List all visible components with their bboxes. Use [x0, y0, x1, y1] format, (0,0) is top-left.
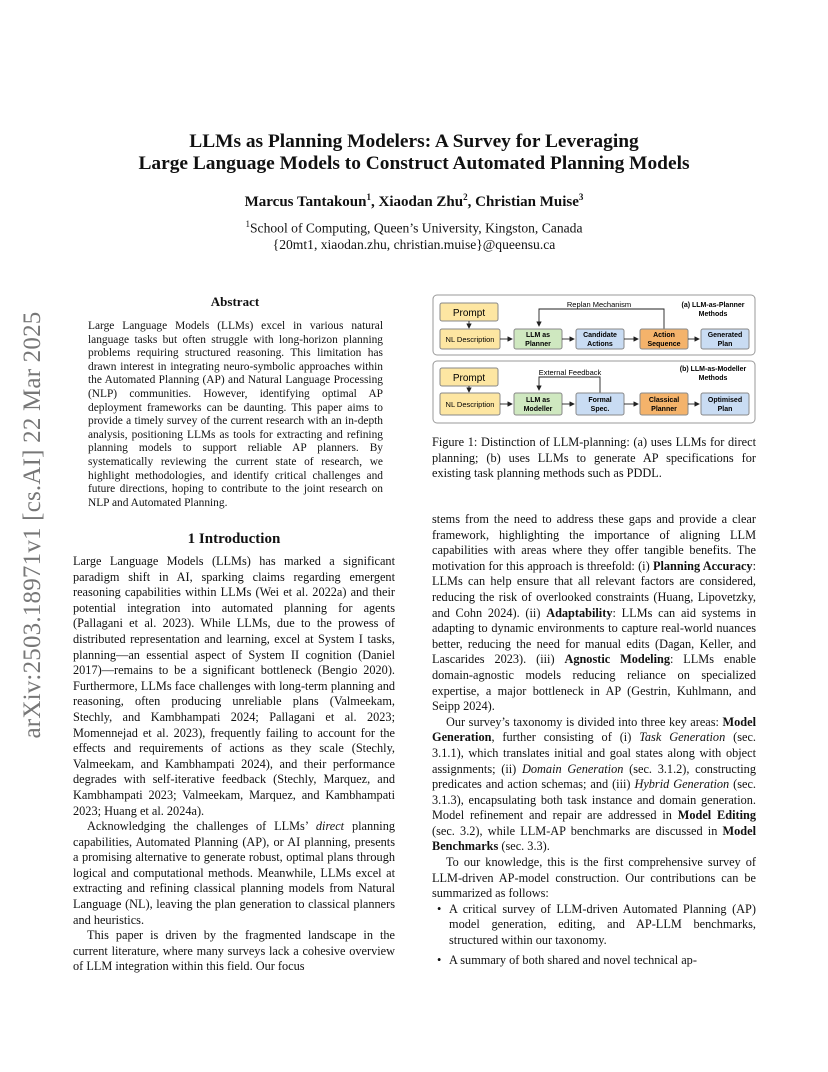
llm-planner-2: Planner	[525, 341, 551, 348]
title-line-1: LLMs as Planning Modelers: A Survey for Leveraging	[189, 131, 639, 152]
p2-text-a: Acknowledging the challenges of LLMs’	[87, 819, 316, 834]
rp1-d: : LLMs enable domain-agnostic models reducing reliance on specialized expertise, a major bottleneck in AP (Gestrin, Kuhlmann, and Seipp 2024).	[432, 652, 756, 714]
nl-a-label: NL Description	[445, 335, 495, 344]
rp2-d: (sec. 3.1.2), constructing predicates and action schemas; and (iii)	[432, 761, 756, 792]
paper-title	[80, 131, 748, 175]
arxiv-id: arXiv:2503.18971v1 [cs.AI] 22 Mar 2025	[19, 311, 46, 739]
author-1-sup: 1	[366, 192, 371, 202]
intro-paragraph-2	[73, 819, 395, 928]
figure-1-caption: Figure 1: Distinction of LLM-planning: (a) uses LLMs for direct planning; (b) uses LLMs to generate AP specifications for existing task planning methods such as PDDL.	[432, 435, 756, 481]
affiliation	[80, 216, 748, 253]
panel-b-label-2: Methods	[698, 375, 728, 382]
author-1: Marcus Tantakoun	[244, 194, 367, 210]
classical-2: Planner	[651, 406, 677, 413]
formal-2: Spec.	[590, 406, 610, 413]
contribution-item	[432, 953, 756, 969]
intro-right-column	[432, 512, 756, 968]
author-3: Christian Muise	[475, 194, 579, 210]
section-heading-introduction: 1 Introduction	[187, 531, 281, 547]
panel-b-label: (b) LLM-as-Modeller	[679, 366, 747, 373]
title-line-2: Large Language Models to Construct Automated Planning Models	[138, 153, 690, 174]
arxiv-stamp	[10, 290, 56, 760]
llm-modeller-2: Modeller	[523, 406, 553, 413]
rp2-b: , further consisting of (i)	[491, 730, 640, 745]
right-paragraph-3: To our knowledge, this is the first comprehensive survey of LLM-driven AP-model construction. Our contributions can be summarized as follows:	[432, 855, 756, 901]
rp2-bold-3: Model Benchmarks	[432, 823, 756, 854]
p2-emphasis: direct	[315, 819, 345, 834]
rp2-g: (sec. 3.3).	[498, 839, 550, 854]
rp1-bold-1: Planning Accuracy	[652, 558, 753, 573]
rp1-a: stems from the need to address these gaps and provide a clear framework, highlighting the importance of aligning LLM capabilities with areas where they offer tangible benefits. The motivation for this approach is threefold: (i)	[432, 512, 756, 573]
rp2-italic-2: Domain Generation	[522, 761, 624, 776]
contribution-item	[432, 902, 756, 949]
intro-paragraph-3: This paper is driven by the fragmented landscape in the current literature, where many surveys lack a cohesive overview of LLM integration within this field. Our focus	[73, 928, 395, 974]
rp2-c: (sec. 3.1.1), which translates initial and goal states along with object assignments; (ii)	[432, 730, 756, 776]
rp2-f: (sec. 3.2), while LLM-AP benchmarks are discussed in	[432, 823, 723, 838]
author-2-sup: 2	[463, 192, 468, 202]
affiliation-line-2: {20mt1, xiaodan.zhu, christian.muise}@queensu.ca	[272, 236, 556, 252]
llm-modeller-1: LLM as	[525, 397, 551, 404]
rp2-bold-2: Model Editing	[677, 808, 756, 823]
rp1-c: : LLMs can aid systems in adapting to dynamic environments to capture real-world nuances better, reducing the need for manual edits (Dagan, Keller, and Lascarides 2023). (iii)	[432, 605, 756, 667]
generated-1: Generated	[707, 332, 743, 339]
rp1-bold-2: Adaptability	[546, 605, 613, 620]
p2-text-b: planning capabilities, Automated Planning (AP), or AI planning, presents a promising alternative to generate robust, optimal plans through logical and computational methods. Meanwhile, LLMs excel at extracting and refining classical planning models from Natural Language (NL), leaving the plan generation to classical planners and heuristics.	[73, 819, 395, 927]
candidate-1: Candidate	[583, 332, 617, 339]
rp2-e: (sec. 3.1.3), encapsulating both task instance and domain generation. Model refinement and repair are addressed in	[432, 777, 756, 823]
author-list: Marcus Tantakoun$^1$, Xiaodan Zhu$^2$, Christian Muise$^3$	[244, 192, 584, 210]
author-3-sup: 3	[578, 192, 584, 202]
figure-1-diagram	[431, 293, 757, 425]
rp1-b: : LLMs can help ensure that all relevant factors are considered, reducing the risk of overlooked constraints (Huang, Lipovetzky, and Cohn 2024). (ii)	[432, 558, 756, 620]
llm-planner-1: LLM as	[525, 332, 551, 339]
right-paragraph-1	[432, 512, 756, 715]
action-seq-2: Sequence	[647, 341, 681, 348]
optimised-2: Plan	[717, 406, 733, 413]
affiliation-sup: 1	[245, 219, 250, 229]
intro-paragraph-1: Large Language Models (LLMs) has marked a significant paradigm shift in AI, sparking claims regarding emergent reasoning capabilities within LLMs (Wei et al. 2022a) and their potential integration into automated planning for agents (Pallagani et al. 2023). While LLMs, due to the prowess of distributed representation and learning, excel at System I tasks, planning—an essential aspect of System II cognition (Daniel 2017)—remains to be a significant bottleneck (Bengio 2020). Furthermore, LLMs face challenges with long-term planning and reasoning, often producing unreliable plans (Valmeekam, Stechly, and Kambhampati 2024; Pallagani et al. 2023; Momennejad et al. 2023), frequently failing to account for the effects and requirements of actions as they scale (Stechly, Valmeekam, and Kambhampati 2024), and their performance degrades with self-iterative feedback (Stechly, Marquez, and Kambhampati 2023; Valmeekam, Marquez, and Kambhampati 2023; Huang et al. 2024a).	[73, 554, 395, 818]
formal-1: Formal	[588, 397, 612, 404]
prompt-a-label: Prompt	[452, 308, 486, 319]
author-2: Xiaodan Zhu	[378, 194, 464, 210]
intro-left-column	[73, 554, 395, 975]
abstract-text: Large Language Models (LLMs) excel in various natural language tasks but often struggle with long-horizon planning problems requiring structured reasoning. This limitation has drawn interest in integrating neuro-symbolic approaches within the Automated Planning (AP) and Natural Language Processing (NLP) communities. However, identifying optimal AP deployment frameworks can be daunting. This paper aims to provide a timely survey of the current research with an in-depth analysis, positioning LLMs as tools for extracting and refining planning models to support reliable AP planners. By systematically reviewing the current state of research, we highlight methodologies, and identify critical challenges and future directions, hoping to contribute to the joint research on NLP and Automated Planning.	[88, 320, 383, 509]
bullet-icon: •	[437, 901, 442, 916]
right-paragraph-2	[432, 715, 756, 855]
prompt-b-label: Prompt	[452, 373, 486, 384]
external-feedback-label: External Feedback	[538, 368, 602, 377]
contribution-text-2: A summary of both shared and novel technical ap-	[449, 952, 697, 967]
action-seq-1: Action	[653, 332, 675, 339]
bullet-icon: •	[437, 952, 442, 967]
nl-b-label: NL Description	[445, 400, 495, 409]
contribution-list	[432, 902, 756, 968]
classical-1: Classical	[648, 397, 680, 404]
rp2-bold-1: Model Generation	[432, 714, 756, 745]
affiliation-line-1: School of Computing, Queen’s University, Kingston, Canada	[249, 220, 583, 236]
abstract-heading: Abstract	[210, 294, 260, 309]
candidate-2: Actions	[587, 341, 613, 348]
panel-a-label: (a) LLM-as-Planner	[681, 302, 745, 309]
rp2-italic-3: Hybrid Generation	[634, 777, 730, 792]
rp2-italic-1: Task Generation	[639, 730, 726, 745]
contribution-text-1: A critical survey of LLM-driven Automated Planning (AP) model generation, editing, and AP-LLM benchmarks, structured within our taxonomy.	[449, 901, 756, 948]
replan-label: Replan Mechanism	[566, 300, 632, 309]
rp2-a: Our survey’s taxonomy is divided into three key areas:	[446, 714, 723, 729]
optimised-1: Optimised	[707, 397, 743, 404]
panel-a-label-2: Methods	[698, 311, 728, 318]
rp1-bold-3: Agnostic Modeling	[564, 652, 670, 667]
generated-2: Plan	[717, 341, 733, 348]
